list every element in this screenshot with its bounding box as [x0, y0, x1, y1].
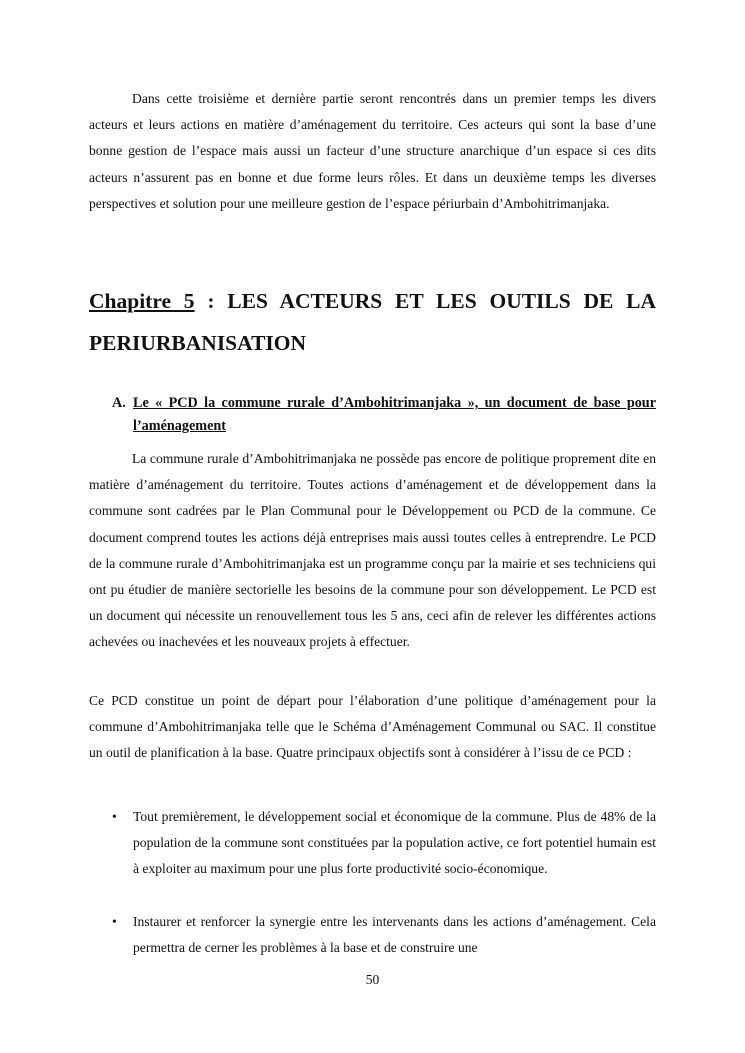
chapter-number: Chapitre 5 — [89, 289, 195, 313]
list-item — [112, 909, 656, 961]
objectives-paragraph: Ce PCD constitue un point de départ pour l’élaboration d’une politique d’aménagement pour la commune d’Ambohitrimanjaka telle que le Schéma d’Aménagement Communal ou SAC. Il constitue un outil de planification à la base. Quatre principaux objectifs sont à considérer à l’issu de ce PCD : — [89, 693, 656, 761]
section-a-heading — [112, 392, 656, 437]
section-letter: A. — [112, 395, 126, 411]
section-title: Le « PCD la commune rurale d’Ambohitrimanjaka », un document de base pour l’aménagement — [133, 395, 656, 434]
list-item — [112, 804, 656, 883]
pcd-paragraph: La commune rurale d’Ambohitrimanjaka ne possède pas encore de politique proprement dite en matière d’aménagement du territoire. Toutes actions d’aménagement et de développement dans la commune sont cadrées par le Plan Communal pour le Développement ou PCD de la commune. Ce document comprend toutes les actions déjà entreprises mais aussi toutes celles à entreprendre. Le PCD de la commune rurale d’Ambohitrimanjaka est un programme conçu par la mairie et ses techniciens qui ont pu étudier de manière sectorielle les besoins de la commune pour son développement. Le PCD est un document qui nécessite un renouvellement tous les 5 ans, ceci afin de relever les différentes actions achevées ou inachevées et les nouveaux projets à effectuer. — [89, 451, 656, 650]
bullet-icon: • — [112, 809, 117, 824]
list-item-text: Instaurer et renforcer la synergie entre les intervenants dans les actions d’aménagement. Cela permettra de cerner les problèmes à la base et de construire une — [133, 914, 656, 956]
chapter-title: : LES ACTEURS ET LES OUTILS DE LA PERIURBANISATION — [89, 289, 656, 355]
chapter-heading — [89, 280, 656, 364]
intro-paragraph: Dans cette troisième et dernière partie seront rencontrés dans un premier temps les divers acteurs et leurs actions en matière d’aménagement du territoire. Ces acteurs qui sont la base d’une bonne gestion de l’espace mais aussi un facteur d’une structure anarchique d’un espace si ces dits acteurs n’assurent pas en bonne et due forme leurs rôles. Et dans un deuxième temps les diverses perspectives et solution pour une meilleure gestion de l’espace périurbain d’Ambohitrimanjaka. — [89, 91, 656, 211]
list-item-text: Tout premièrement, le développement social et économique de la commune. Plus de 48% de la population de la commune sont constituées par la population active, ce fort potentiel humain est à exploiter au maximum pour une plus forte productivité socio-économique. — [133, 809, 656, 877]
page-number: 50 — [365, 972, 380, 987]
bullet-icon: • — [112, 914, 117, 929]
